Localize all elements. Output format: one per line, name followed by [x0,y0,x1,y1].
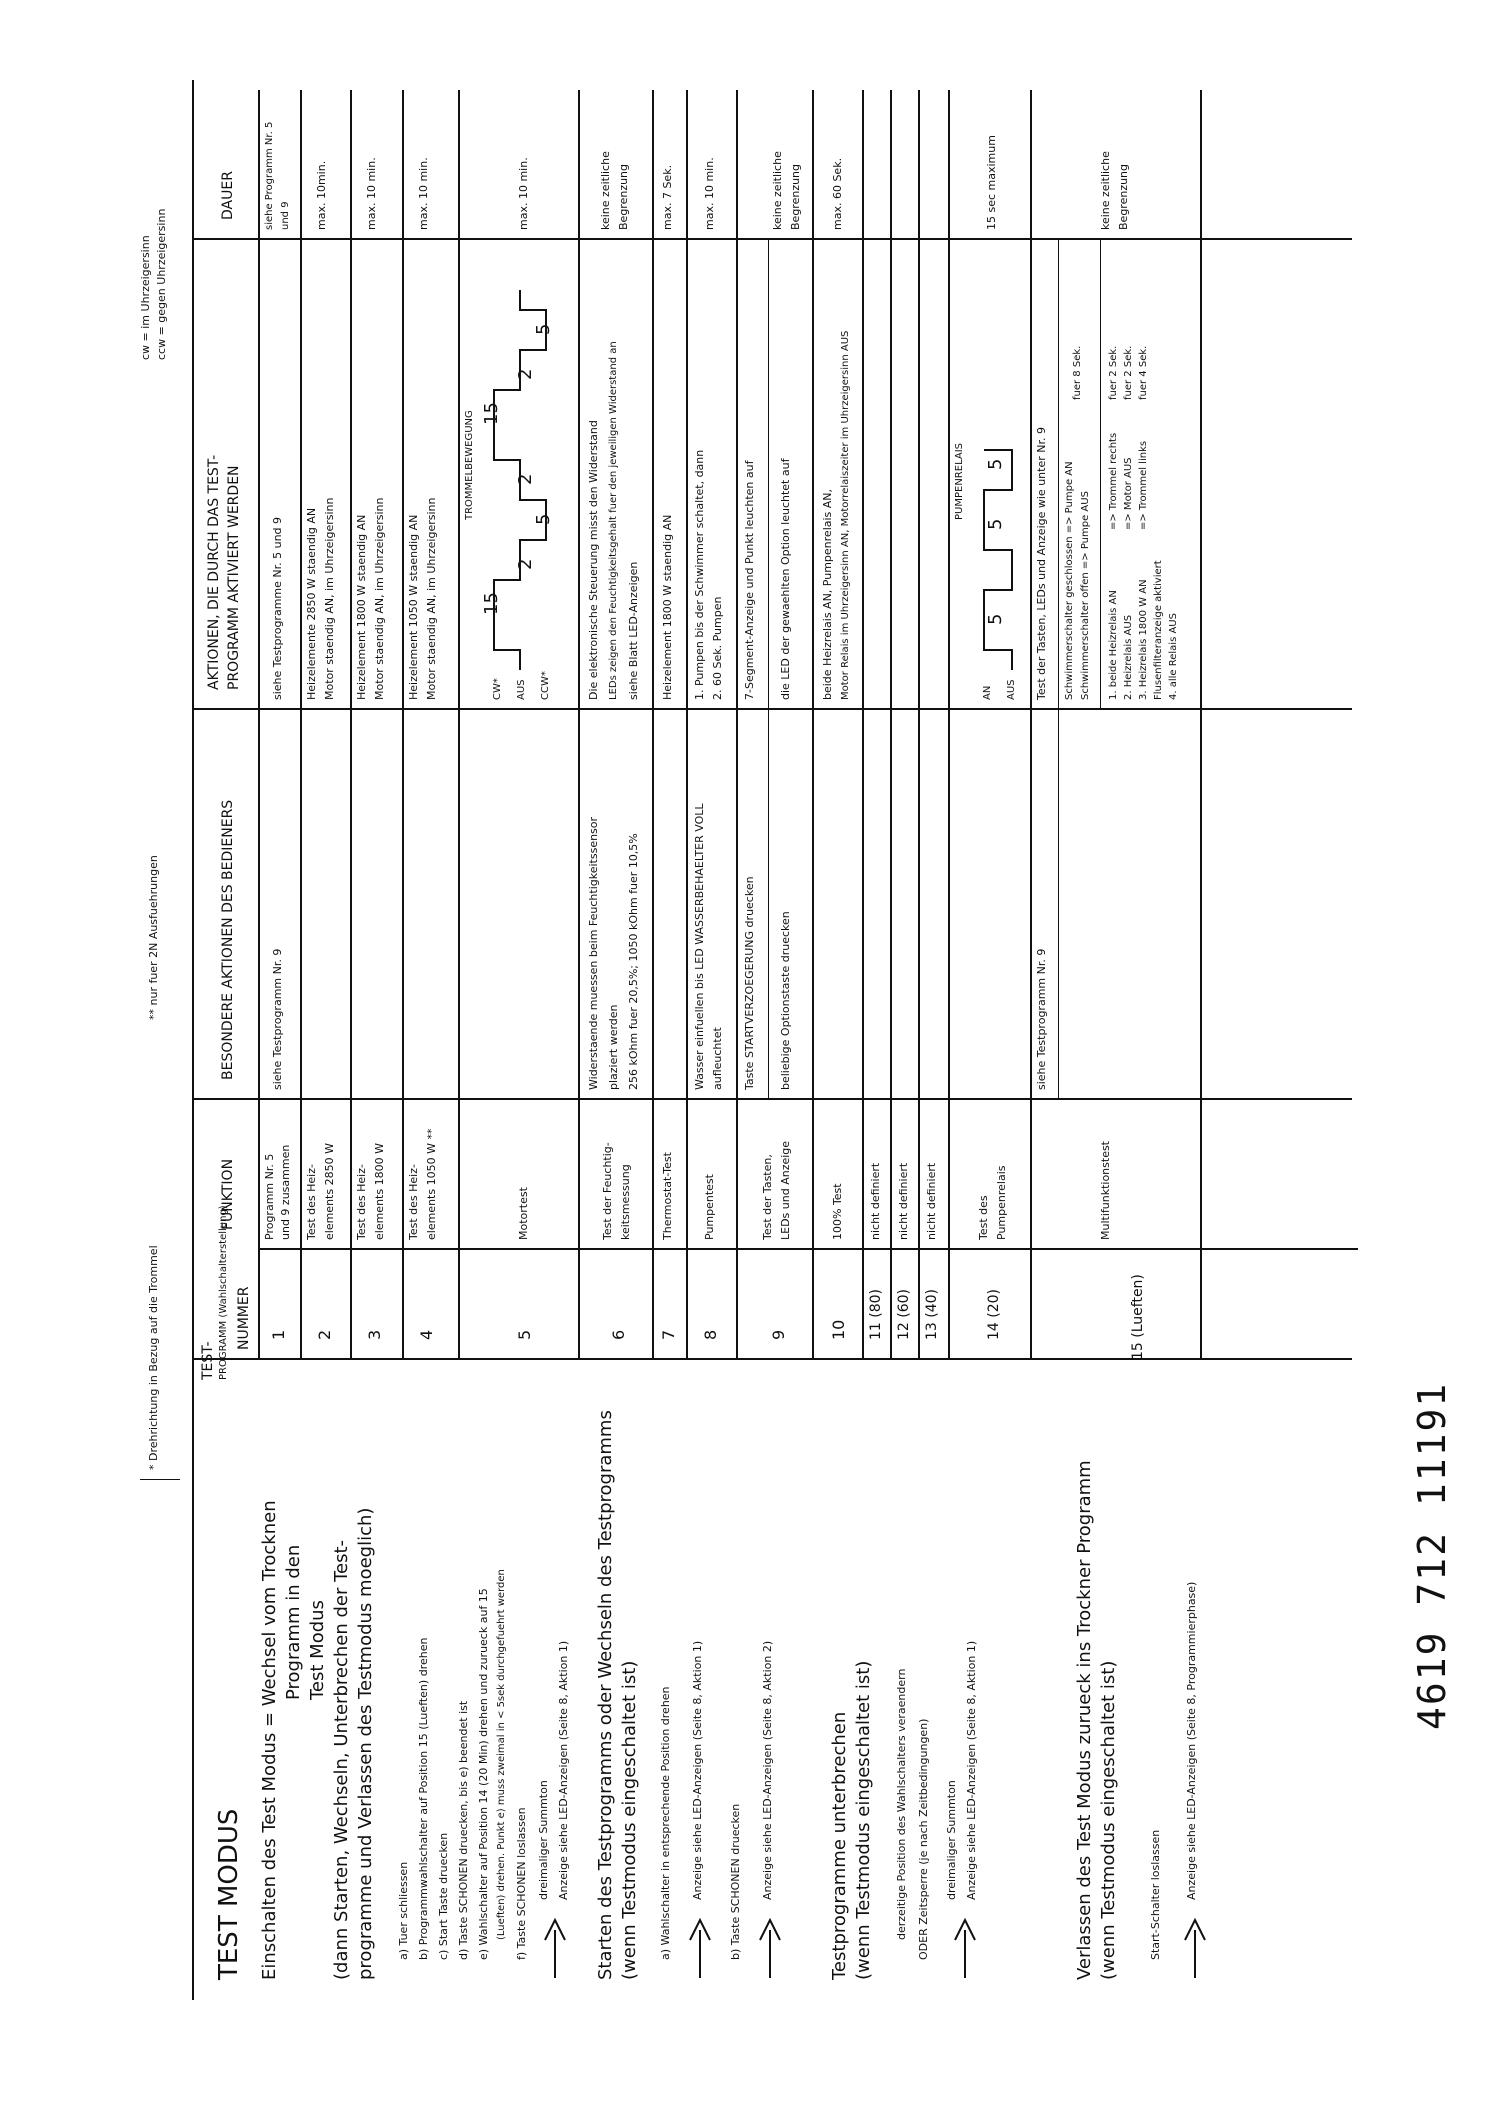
pump-v3: 5 [985,458,1006,470]
row11-funk-1: nicht definiert [869,1162,882,1240]
row6-dauer-2: Begrenzung [617,163,630,230]
row6-bed-2: plaziert werden [607,1004,620,1090]
row10-nr: 10 [829,1319,848,1340]
row-rule [652,90,654,1360]
motor-cw-label: CW* [492,678,503,700]
col-sep-4 [192,238,1352,240]
header-bottom-rule [258,90,260,1360]
row7-dauer-1: max. 7 Sek. [661,164,674,230]
row3-funk-2: elements 1800 W [373,1143,386,1240]
row8-dauer-1: max. 10 min. [703,157,716,230]
row1-dauer-1: siehe Programm Nr. 5 [264,121,275,230]
step-d: d) Taste SCHONEN druecken, bis e) beendet ist [457,1700,470,1960]
row6-funk-2: keitsmessung [619,1164,632,1240]
header-nr-b: PROGRAMM (Wahlschalterstellung) [218,1205,229,1380]
row9-funk-2: LEDs und Anzeige [779,1140,792,1240]
pump-an-label: AN [982,685,993,700]
row15-extra-r1: fuer 2 Sek. [1108,345,1119,400]
row15-extra-l4: Flusenfilteranzeige aktiviert [1153,560,1164,700]
row6-akt-2: LEDs zeigen den Feuchtigkeitsgehalt fuer den jeweiligen Widerstand an [608,341,619,700]
row-rule [458,90,460,1360]
pump-diagram-title: PUMPENRELAIS [954,442,965,520]
row2-akt-1: Heizelemente 2850 W staendig AN [305,507,318,700]
section4-arrow: Anzeige siehe LED-Anzeigen (Seite 8, Programmierphase) [1185,1581,1198,1900]
row15-extra-a2: Schwimmerschalter offen => Pumpe AUS [1080,491,1091,700]
row1-funk-1: Programm Nr. 5 [263,1153,276,1240]
row-rule [350,90,352,1360]
row-rule [862,90,864,1360]
row15-split-2 [1100,240,1101,710]
header-nr-c: NUMMER [236,1286,252,1350]
row1-bed-1: siehe Testprogramm Nr. 9 [271,948,284,1090]
row12-nr: 12 (60) [896,1288,912,1340]
motor-v4: 2 [515,473,536,485]
row2-nr: 2 [315,1329,334,1340]
motor-v1: 15 [481,592,502,615]
step-b: b) Programmwahlschalter auf Position 15 (Lueften) drehen [417,1637,430,1960]
row8-bed-1: Wasser einfuellen bis LED WASSERBEHAELTER VOLL [693,803,706,1090]
motor-ccw-label: CCW* [540,671,551,700]
row5-nr: 5 [515,1329,534,1340]
section1-line1: Einschalten des Test Modus = Wechsel vom Trocknen [259,1500,280,1980]
row15-extra-l3: 3. Heizrelais 1800 W AN [1138,579,1149,700]
motor-v6: 2 [515,368,536,380]
row6-funk-1: Test der Feuchtig- [601,1142,614,1240]
row3-nr: 3 [365,1329,384,1340]
row4-funk-1: Test des Heiz- [407,1164,420,1240]
row15-akt-1: Test der Tasten, LEDs und Anzeige wie unter Nr. 9 [1035,427,1048,700]
row6-dauer-1: keine zeitliche [599,151,612,230]
motor-diagram-title: TROMMELBEWEGUNG [464,410,475,520]
motor-v2: 2 [515,558,536,570]
section1-line2: Programm in den [283,1544,304,1700]
section1-line3: Test Modus [307,1600,328,1700]
step-e-note: (Lueften) drehen. Punkt e) muss zweimal in < 5sek durchgefuehrt werden [496,1569,507,1940]
row9-split [768,240,769,1100]
section2-arrow-b: Anzeige siehe LED-Anzeigen (Seite 8, Aktion 2) [761,1640,774,1900]
section2-a: a) Wahlschalter in entsprechende Position drehen [659,1686,672,1960]
row6-bed-3: 256 kOhm fuer 20,5%; 1050 kOhm fuer 10,5% [627,833,640,1090]
step-a: a) Tuer schliessen [397,1861,410,1960]
row15-extra-l5: 4. alle Relais AUS [1168,613,1179,700]
row15-bed-1: siehe Testprogramm Nr. 9 [1035,948,1048,1090]
arrow-right-icon [950,1910,980,1980]
row13-funk-1: nicht definiert [925,1162,938,1240]
section1-line5: programme und Verlassen des Testmodus moeglich) [355,1507,376,1980]
row6-bed-1: Widerstaende muessen beim Feuchtigkeitssensor [587,816,600,1090]
page-title: TEST MODUS [214,1808,244,1980]
step-f: f) Taste SCHONEN loslassen [515,1807,528,1960]
col-sep-2 [192,1098,1352,1100]
row-rule [686,90,688,1360]
row8-bed-2: aufleuchtet [711,1027,724,1090]
row15-funk-1: Multifunktionstest [1099,1141,1112,1240]
row15-extra-r3: fuer 4 Sek. [1138,345,1149,400]
section3-line2: (wenn Testmodus eingeschaltet ist) [853,1660,874,1980]
row3-akt-2: Motor staendig AN, im Uhrzeigersinn [373,497,386,700]
row1-dauer-2: und 9 [280,201,291,230]
row7-akt-1: Heizelement 1800 W staendig AN [661,514,674,700]
col-sep-3 [192,708,1352,710]
row15-dauer-2: Begrenzung [1117,163,1130,230]
row1-funk-2: und 9 zusammen [279,1144,292,1240]
arrow1-text-a: dreimaliger Summton [537,1780,550,1900]
section2-line2: (wenn Testmodus eingeschaltet ist) [619,1660,640,1980]
row9-funk-1: Test der Tasten, [761,1154,774,1240]
document-sheet [140,80,1420,2000]
header-nr-a: TEST- [200,1341,216,1380]
row9-bed-2: beliebige Optionstaste druecken [779,911,792,1090]
row4-akt-2: Motor staendig AN, im Uhrzeigersinn [425,497,438,700]
arrow1-text-b: Anzeige siehe LED-Anzeigen (Seite 8, Aktion 1) [557,1640,570,1900]
row14-nr: 14 (20) [986,1288,1002,1340]
row-rule [948,90,950,1360]
section3-b: ODER Zeitsperre (je nach Zeitbedingungen) [917,1718,930,1960]
row15-extra-r2: fuer 2 Sek. [1123,345,1134,400]
row10-akt-2: Motor Relais im Uhrzeigersinn AN, Motorrelaiszeiter im Uhrzeigersinn AUS [840,330,851,700]
section3-line1: Testprogramme unterbrechen [829,1711,850,1980]
row-rule [1030,90,1032,1360]
row10-akt-1: beide Heizrelais AN, Pumpenrelais AN, [821,488,834,700]
pump-v1: 5 [985,613,1006,625]
header-divider [140,1479,180,1480]
motor-v5: 15 [481,402,502,425]
row4-nr: 4 [417,1329,436,1340]
row4-akt-1: Heizelement 1050 W staendig AN [407,514,420,700]
row9-bed-1: Taste STARTVERZOEGERUNG druecken [743,876,756,1090]
row2-funk-1: Test des Heiz- [305,1164,318,1240]
arrow-right-icon [685,1910,715,1980]
row5-dauer-1: max. 10 min. [517,157,530,230]
row15-extra-m3: => Trommel links [1138,440,1149,530]
row10-funk-1: 100% Test [831,1183,844,1240]
section4-line2: (wenn Testmodus eingeschaltet ist) [1098,1660,1119,1980]
row12-funk-1: nicht definiert [897,1162,910,1240]
header-note-2: ** nur fuer 2N Ausfuehrungen [147,855,160,1020]
step-e: e) Wahlschalter auf Position 14 (20 Min) drehen und zurueck auf 15 [477,1588,490,1960]
section1-line4: (dann Starten, Wechseln, Unterbrechen der Test- [331,1539,352,1980]
row-rule [812,90,814,1360]
row9-akt-2: die LED der gewaehlten Option leuchtet auf [779,458,792,700]
arrow-right-icon [1180,1910,1210,1980]
arrow-right-icon [755,1910,785,1980]
col-sep-1 [258,1248,1358,1250]
row3-dauer-1: max. 10 min. [365,157,378,230]
row15-extra-m2: => Motor AUS [1123,457,1134,530]
section4-a: Start-Schalter loslassen [1149,1829,1162,1960]
row15-extra-a2t: fuer 8 Sek. [1072,345,1083,400]
pump-v2: 5 [985,518,1006,530]
row4-dauer-1: max. 10 min. [417,157,430,230]
row15-dauer-1: keine zeitliche [1099,151,1112,230]
row15-extra-l2: 2. Heizrelais AUS [1123,614,1134,700]
pump-waveform [972,410,1022,670]
row-rule [402,90,404,1360]
row2-dauer-1: max. 10min. [315,160,328,230]
row5-funk-1: Motortest [517,1187,530,1240]
row9-dauer-1: keine zeitliche [771,151,784,230]
header-note-3a: cw = im Uhrzeigersinn [139,235,152,360]
row15-extra-m1: => Trommel rechts [1108,432,1119,530]
row8-nr: 8 [701,1329,720,1340]
header-note-1: * Drehrichtung in Bezug auf die Trommel [147,1245,160,1470]
header-dauer: DAUER [220,171,236,220]
row14-dauer-1: 15 sec maximum [985,135,998,230]
row6-akt-3: siehe Blatt LED-Anzeigen [627,561,640,700]
row1-akt-1: siehe Testprogramme Nr. 5 und 9 [271,516,284,700]
pump-aus-label: AUS [1006,679,1017,700]
row-rule [300,90,302,1360]
motor-aus-label: AUS [516,679,527,700]
row-rule [890,90,892,1360]
row7-funk-1: Thermostat-Test [661,1152,674,1240]
row15-extra-a1: Schwimmerschalter geschlossen => Pumpe AN [1064,461,1075,700]
section2-b: b) Taste SCHONEN druecken [729,1803,742,1960]
row11-nr: 11 (80) [868,1288,884,1340]
row-rule [736,90,738,1360]
row2-funk-2: elements 2850 W [323,1143,336,1240]
row8-funk-1: Pumpentest [703,1174,716,1240]
row10-dauer-1: max. 60 Sek. [831,157,844,230]
header-aktionen-b: PROGRAMM AKTIVIERT WERDEN [226,465,242,690]
section3-a: derzeitige Position des Wahlschalters veraendern [895,1668,908,1940]
row15-nr: 15 (Lueften) [1130,1274,1146,1360]
section2-arrow-a: Anzeige siehe LED-Anzeigen (Seite 8, Aktion 1) [691,1640,704,1900]
motor-v7: 5 [533,323,554,335]
row15-extra-l1: 1. beide Heizrelais AN [1108,590,1119,700]
row6-nr: 6 [609,1329,628,1340]
row7-nr: 7 [659,1329,678,1340]
table-border-left [192,1358,1352,1360]
section3-arrow-1: dreimaliger Summton [945,1780,958,1900]
row3-funk-1: Test des Heiz- [355,1164,368,1240]
header-funktion: FUNKTION [220,1158,236,1230]
row4-funk-2: elements 1050 W ** [425,1128,438,1240]
row8-akt-2: 2. 60 Sek. Pumpen [711,596,724,700]
row14-funk-2: Pumpenrelais [995,1165,1008,1240]
document-number: 4619 712 11191 [1410,1381,1454,1730]
row-rule [918,90,920,1360]
section2-line1: Starten des Testprogramms oder Wechseln des Testprogramms [595,1410,616,1980]
header-rule [192,80,194,2000]
row2-akt-2: Motor staendig AN, im Uhrzeigersinn [323,497,336,700]
motor-v3: 5 [533,513,554,525]
header-note-3b: ccw = gegen Uhrzeigersinn [155,208,168,360]
section3-arrow-2: Anzeige siehe LED-Anzeigen (Seite 8, Aktion 1) [965,1640,978,1900]
table-bottom-rule [1200,90,1202,1360]
step-c: c) Start Taste druecken [437,1832,450,1960]
row6-akt-1: Die elektronische Steuerung misst den Widerstand [587,420,600,700]
section4-line1: Verlassen des Test Modus zurueck ins Trockner Programm [1074,1460,1095,1980]
row8-akt-1: 1. Pumpen bis der Schwimmer schaltet, dann [693,449,706,700]
row9-akt-1: 7-Segment-Anzeige und Punkt leuchten auf [743,460,756,700]
header-aktionen-a: AKTIONEN, DIE DURCH DAS TEST- [206,454,222,690]
row3-akt-1: Heizelement 1800 W staendig AN [355,514,368,700]
row1-nr: 1 [269,1329,288,1340]
row13-nr: 13 (40) [924,1288,940,1340]
arrow-right-icon [540,1910,570,1980]
row9-nr: 9 [769,1329,788,1340]
row14-funk-1: Test des [977,1195,990,1240]
row9-dauer-2: Begrenzung [789,163,802,230]
row-rule [578,90,580,1360]
row15-split-1 [1058,240,1059,1100]
header-bediener: BESONDERE AKTIONEN DES BEDIENERS [220,799,236,1080]
